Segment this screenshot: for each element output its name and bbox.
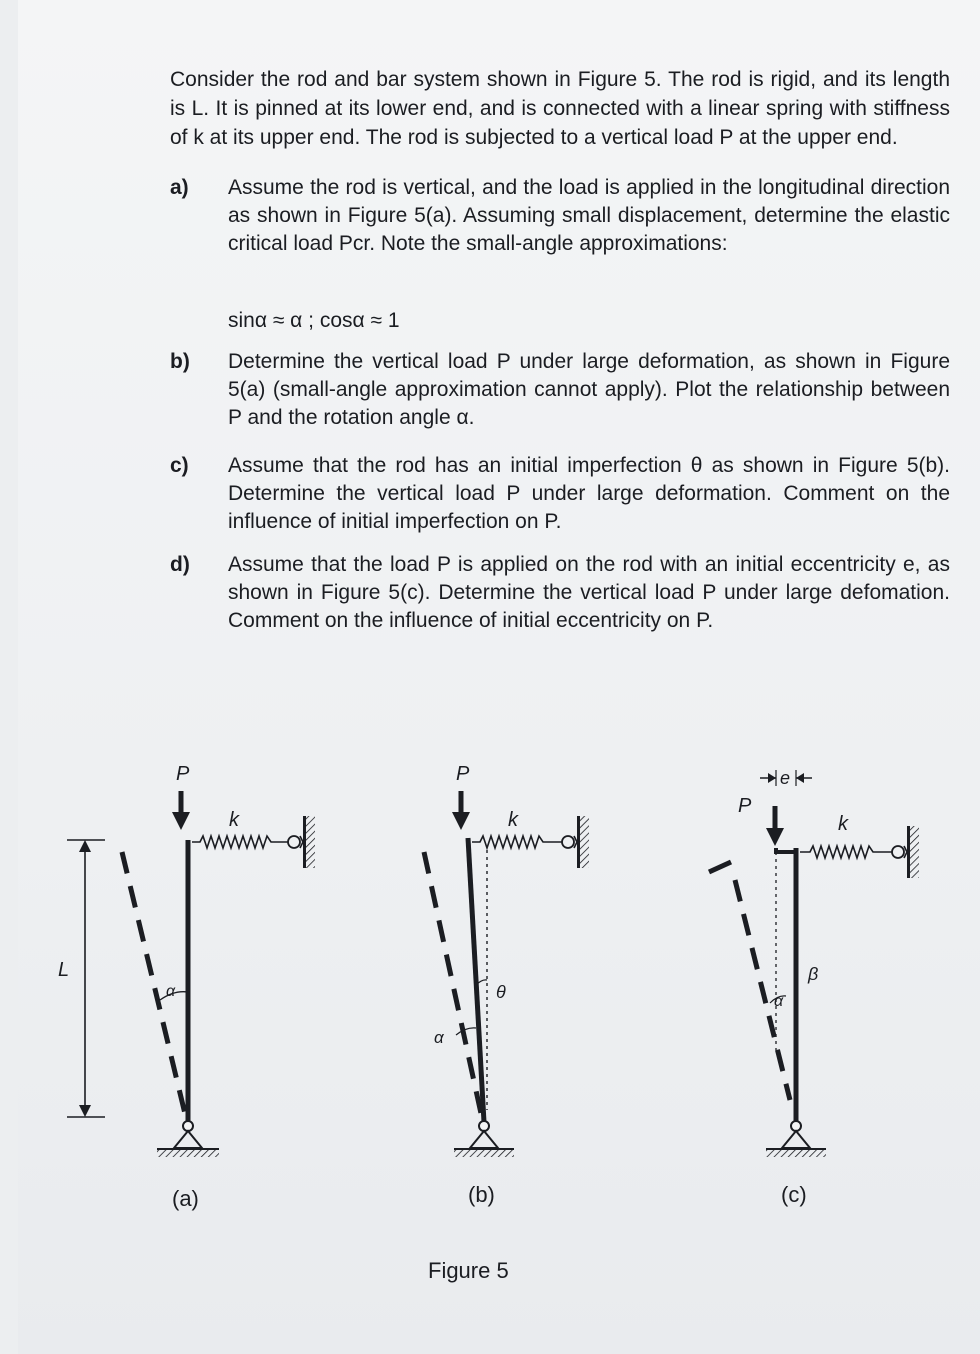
pin-support-icon xyxy=(454,1121,514,1157)
question-label: c) xyxy=(170,454,189,477)
problem-intro: Consider the rod and bar system shown in Figure 5. The rod is rigid, and its length is L. It is pinned at its lower end, and is connected with a linear spring with stiffness of k at its upper end. The rod is subjected to a vertical load P at the upper end. xyxy=(170,68,950,149)
wall-support-icon xyxy=(580,816,589,868)
figure-c xyxy=(709,768,919,1157)
pin-support-icon xyxy=(157,1121,219,1157)
eccentricity-dimension xyxy=(760,768,812,788)
label-alpha: α xyxy=(774,993,784,1010)
deformed-rod xyxy=(735,880,790,1100)
question-label: d) xyxy=(170,553,190,576)
question-text: Assume the rod is vertical, and the load is applied in the longitudinal direction as shown in Figure 5(a). Assuming small displacement, determine the elastic critical load Pcr. Note the small-angle approximations: xyxy=(228,176,950,255)
label-k: k xyxy=(838,813,848,835)
question-text: Assume that the load P is applied on the rod with an initial eccentricity e, as shown in Figure 5(c). Determine the vertical load P under large defomation. Comment on the influence of initial eccentricity on P. xyxy=(228,553,950,632)
subfigure-label-c: (c) xyxy=(781,1182,807,1207)
figure-a xyxy=(58,763,315,1157)
spring-icon xyxy=(800,846,892,858)
deformed-rod xyxy=(122,852,186,1118)
label-e: e xyxy=(780,768,791,788)
figure-b xyxy=(424,763,589,1157)
question-text: Assume that the rod has an initial imperfection θ as shown in Figure 5(b). Determine the vertical load P under large deformation. Comment on the influence of initial imperfection on P. xyxy=(228,454,950,533)
question-label: a) xyxy=(170,176,189,199)
label-P: P xyxy=(456,763,470,785)
label-P: P xyxy=(176,763,190,785)
wall-support-icon xyxy=(910,826,919,878)
small-angle-formula: sinα ≈ α ; cosα ≈ 1 xyxy=(228,309,400,332)
label-k: k xyxy=(229,809,239,831)
wall-support-icon xyxy=(306,816,315,868)
load-arrow-icon xyxy=(766,828,784,846)
imperfect-rod xyxy=(468,838,484,1122)
figure-caption: Figure 5 xyxy=(428,1258,509,1283)
label-alpha: α xyxy=(434,1028,444,1047)
length-dimension xyxy=(58,840,105,1117)
label-theta: θ xyxy=(496,982,506,1002)
question-label: b) xyxy=(170,350,190,373)
spring-icon xyxy=(192,836,288,848)
label-alpha: α xyxy=(166,983,176,1000)
question-text: Determine the vertical load P under large deformation, as shown in Figure 5(a) (small-angle approximation cannot apply). Plot the relationship between P and the rotation angle α. xyxy=(228,350,950,429)
spring-icon xyxy=(472,836,562,848)
load-arrow-icon xyxy=(172,812,190,830)
label-P: P xyxy=(738,795,752,817)
pin-support-icon xyxy=(766,1121,826,1157)
label-k: k xyxy=(508,809,518,831)
load-arrow-icon xyxy=(452,812,470,830)
subfigure-label-b: (b) xyxy=(468,1182,495,1207)
subfigure-label-a: (a) xyxy=(172,1186,199,1211)
label-L: L xyxy=(58,959,70,981)
label-beta: β xyxy=(808,964,819,984)
